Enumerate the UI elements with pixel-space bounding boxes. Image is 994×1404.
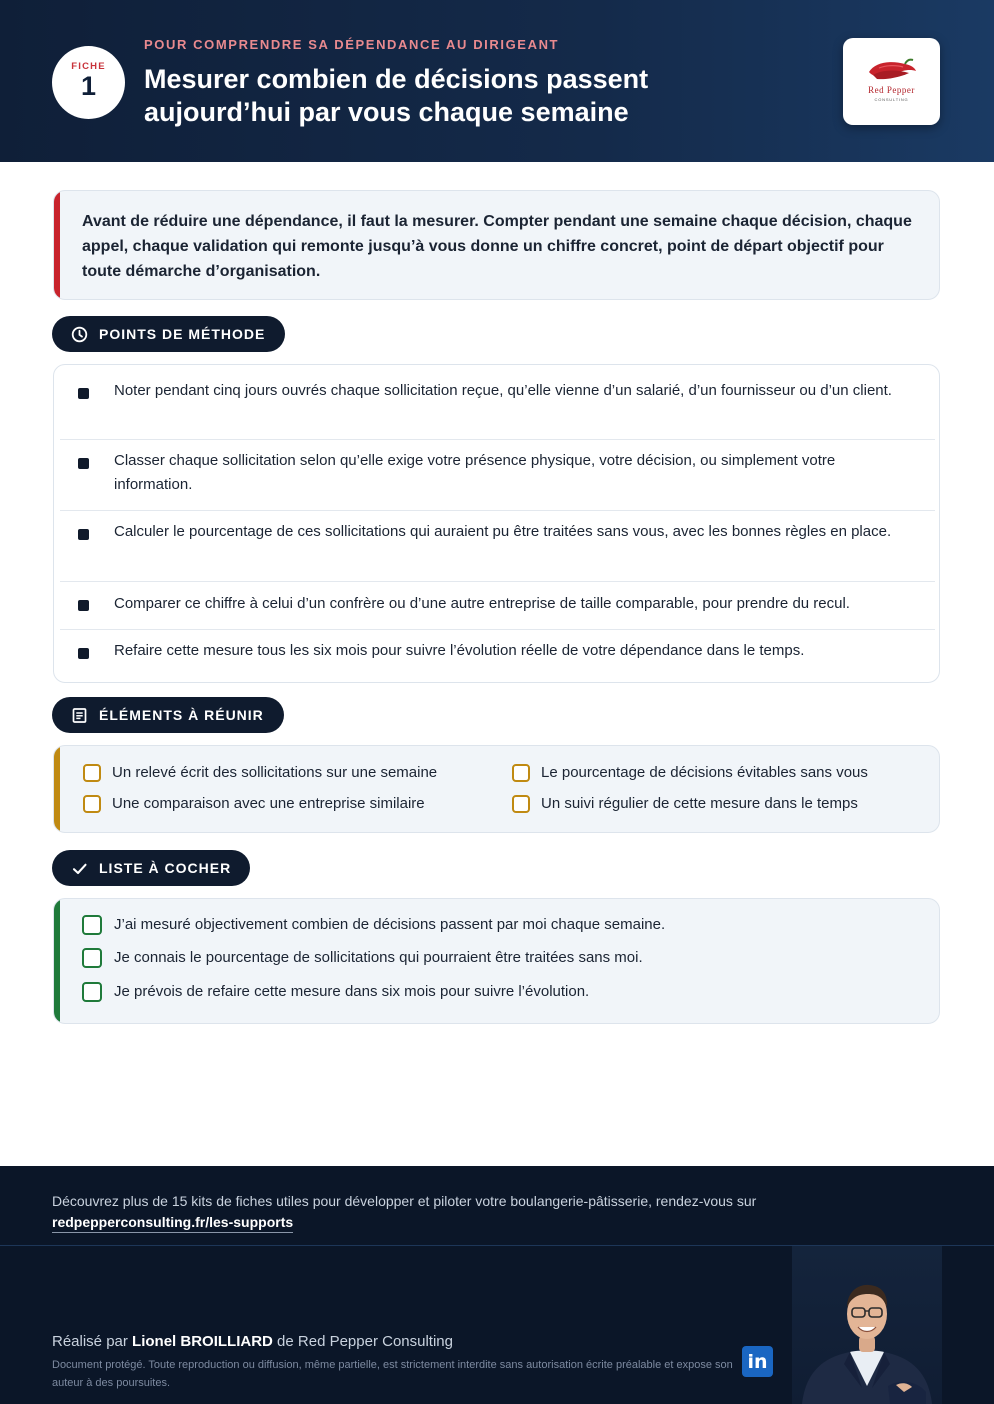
list-item	[60, 511, 935, 582]
footer-promo-text: Découvrez plus de 15 kits de fiches utiles pour développer et piloter votre boulangerie-pâtisserie, rendez-vous sur	[52, 1193, 757, 1209]
section-heading-label: ÉLÉMENTS À RÉUNIR	[99, 707, 264, 723]
list-item-text: Classer chaque sollicitation selon qu’elle exige votre présence physique, votre décision, ou simplement votre information.	[114, 452, 836, 493]
checkbox[interactable]	[82, 948, 102, 968]
method-list	[53, 364, 940, 683]
checklist-item-text: J’ai mesuré objectivement combien de décisions passent par moi chaque semaine.	[114, 916, 666, 933]
fiche-number: 1	[80, 71, 97, 101]
checklist-item[interactable]	[82, 981, 912, 1003]
section-heading-checklist	[52, 850, 250, 886]
section-heading-elements	[52, 697, 284, 733]
list-item	[60, 369, 935, 440]
logo-name: Red Pepper	[868, 85, 915, 95]
checklist-item-text: Je prévois de refaire cette mesure dans six mois pour suivre l’évolution.	[114, 983, 590, 1000]
author-prefix: Réalisé par	[52, 1333, 128, 1350]
list-item-text: Refaire cette mesure tous les six mois pour suivre l’évolution réelle de votre dépendance dans le temps.	[114, 642, 805, 659]
legal-notice: Document protégé. Toute reproduction ou diffusion, même partielle, est strictement interdite sans autorisation écrite préalable et expose son auteur à des poursuites.	[52, 1359, 733, 1389]
list-item	[60, 630, 935, 678]
red-pepper-logo	[843, 38, 940, 125]
list-item	[60, 582, 935, 630]
checklist-item[interactable]	[82, 947, 912, 969]
square-bullet-icon	[78, 388, 89, 399]
logo-subtitle: CONSULTING	[874, 97, 909, 102]
intro-callout	[53, 190, 940, 300]
fiche-label: FICHE	[71, 61, 106, 72]
list-item-text: Noter pendant cinq jours ouvrés chaque sollicitation reçue, qu’elle vienne d’un salarié, d’un fournisseur ou d’un client.	[114, 382, 892, 399]
intro-text: Avant de réduire une dépendance, il faut la mesurer. Compter pendant une semaine chaque décision, chaque appel, chaque validation qui remonte jusqu’à vous donne un chiffre concret, point de départ objectif pour toute démarche d’organisation.	[82, 213, 912, 280]
checklist-item-text: Je connais le pourcentage de sollicitations qui pourraient être traitées sans moi.	[114, 949, 643, 966]
list-item-text: Une comparaison avec une entreprise similaire	[112, 795, 425, 812]
list-item-text: Un suivi régulier de cette mesure dans le temps	[541, 795, 858, 812]
page-header	[0, 0, 994, 162]
square-bullet-icon	[78, 458, 89, 469]
checkbox-icon	[512, 795, 530, 813]
header-kicker: POUR COMPRENDRE SA DÉPENDANCE AU DIRIGEANT	[144, 37, 560, 52]
list-item	[60, 440, 935, 511]
checkbox-icon	[512, 764, 530, 782]
checkbox[interactable]	[82, 915, 102, 935]
footer-author	[52, 1333, 453, 1350]
checkbox-icon	[83, 795, 101, 813]
elements-list	[53, 745, 940, 833]
page-title: Mesurer combien de décisions passent aujourd’hui par vous chaque semaine	[144, 64, 649, 127]
author-suffix: de Red Pepper Consulting	[277, 1333, 453, 1350]
checklist-item[interactable]	[82, 914, 912, 936]
pepper-icon	[865, 56, 919, 84]
list-item-text: Le pourcentage de décisions évitables sans vous	[541, 764, 868, 781]
list-item-text: Calculer le pourcentage de ces sollicitations qui auraient pu être traitées sans vous, avec les bonnes règles en place.	[114, 523, 892, 540]
check-icon	[71, 860, 88, 877]
footer-link[interactable]: redpepperconsulting.fr/les-supports	[52, 1214, 293, 1233]
author-name: Lionel BROILLIARD	[132, 1333, 273, 1350]
square-bullet-icon	[78, 600, 89, 611]
checkbox[interactable]	[82, 982, 102, 1002]
square-bullet-icon	[78, 648, 89, 659]
checklist	[53, 898, 940, 1024]
document-icon	[71, 707, 88, 724]
clock-icon	[71, 326, 88, 343]
list-item-text: Comparer ce chiffre à celui d’un confrère ou d’une autre entreprise de taille comparable, pour prendre du recul.	[114, 595, 850, 612]
author-photo	[792, 1264, 942, 1404]
linkedin-icon[interactable]: in	[742, 1346, 773, 1377]
fiche-badge	[52, 46, 125, 119]
section-heading-label: POINTS DE MÉTHODE	[99, 326, 266, 342]
page-footer	[0, 1166, 994, 1404]
section-heading-methode	[52, 316, 285, 352]
section-heading-label: LISTE À COCHER	[99, 860, 232, 876]
list-item-text: Un relevé écrit des sollicitations sur une semaine	[112, 764, 438, 781]
square-bullet-icon	[78, 529, 89, 540]
checkbox-icon	[83, 764, 101, 782]
